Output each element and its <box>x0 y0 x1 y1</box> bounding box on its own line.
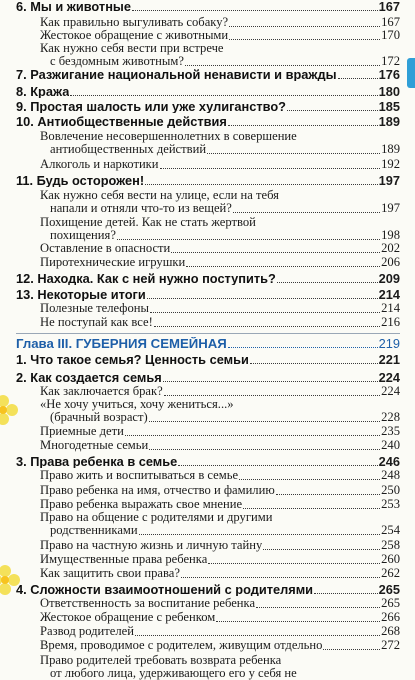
toc-page-number: 172 <box>381 54 400 68</box>
dot-leader <box>314 593 378 594</box>
dot-leader <box>125 435 380 436</box>
toc-page-number: 240 <box>381 438 400 452</box>
dot-leader <box>164 395 380 396</box>
toc-entry-title: Жестокое обращение с животными <box>40 29 229 42</box>
toc-subsection <box>16 425 400 438</box>
dot-leader <box>154 326 380 327</box>
toc-entry-title: 10. Антиобщественные действия <box>16 115 227 128</box>
toc-entry-title: Право родителей требовать возврата ребенка <box>40 654 282 667</box>
page-edge-tab <box>407 58 415 88</box>
dot-leader <box>208 563 380 564</box>
toc-entry-title: Жестокое обращение с ребенком <box>40 611 216 624</box>
toc-page-number: 250 <box>381 483 400 497</box>
dot-leader <box>178 465 377 466</box>
toc-subsection <box>16 639 400 652</box>
toc-subsection <box>16 216 400 229</box>
toc-entry-title: похищения? <box>50 229 116 242</box>
toc-page-number: 198 <box>381 228 400 242</box>
toc-entry-title: Пиротехнические игрушки <box>40 256 186 269</box>
dot-leader <box>185 65 380 66</box>
toc-subsection <box>16 498 400 511</box>
toc-page-number: 260 <box>381 552 400 566</box>
toc-page-number: 265 <box>381 596 400 610</box>
toc-entry-title: 7. Разжигание национальной ненависти и вражды <box>16 68 337 81</box>
toc-page-number: 224 <box>378 370 400 385</box>
toc-entry-title: Многодетные семьи <box>40 439 149 452</box>
toc-subsection <box>16 158 400 171</box>
toc-page-number: 197 <box>381 201 400 215</box>
toc-subsection <box>16 55 400 68</box>
toc-page-number: 167 <box>381 15 400 29</box>
toc-entry-title: Ответственность за воспитание ребенка <box>40 597 256 610</box>
toc-page-number: 185 <box>378 99 400 114</box>
dot-leader <box>160 168 381 169</box>
dot-leader <box>216 621 380 622</box>
toc-subsection <box>16 202 400 215</box>
dot-leader <box>276 494 380 495</box>
toc-entry-title: Время, проводимое с родителем, живущим отдельно <box>40 639 323 652</box>
dot-leader <box>277 282 378 283</box>
dot-leader <box>132 10 378 11</box>
toc-subsection <box>16 42 400 55</box>
toc-section <box>16 0 400 13</box>
toc-page-number: 265 <box>378 582 400 597</box>
toc-page-number: 167 <box>378 0 400 14</box>
toc-page-number: 248 <box>381 468 400 482</box>
toc-entry-title: Как заключается брак? <box>40 385 163 398</box>
dot-leader <box>135 635 380 636</box>
dot-leader <box>181 577 380 578</box>
toc-entry-title: 13. Некоторые итоги <box>16 288 146 301</box>
toc-page-number: 197 <box>378 173 400 188</box>
toc-entry-title: 6. Мы и животные <box>16 0 131 13</box>
toc-subsection <box>16 611 400 624</box>
dot-leader <box>243 508 380 509</box>
toc-subsection <box>16 411 400 424</box>
toc-subsection <box>16 242 400 255</box>
toc-page-number: 180 <box>378 84 400 99</box>
dot-leader <box>186 266 380 267</box>
dot-leader <box>228 125 378 126</box>
dot-leader <box>150 312 380 313</box>
dot-leader <box>207 153 380 154</box>
dot-leader <box>233 212 380 213</box>
toc-page-number: 216 <box>381 315 400 329</box>
toc-page-number: 189 <box>381 142 400 156</box>
toc-entry-title: Развод родителей <box>40 625 135 638</box>
flower-decoration-icon <box>0 565 20 595</box>
toc-entry-title: Алкоголь и наркотики <box>40 158 159 171</box>
toc-page-number: 189 <box>378 114 400 129</box>
toc-page-number: 206 <box>381 255 400 269</box>
dot-leader <box>139 534 380 535</box>
toc-entry-title: с бездомным животным? <box>50 55 184 68</box>
toc-section <box>16 455 400 468</box>
toc-entry-title: Глава III. ГУБЕРНИЯ СЕМЕЙНАЯ <box>16 337 227 350</box>
toc-page-number: 268 <box>381 624 400 638</box>
toc-entry-title: 4. Сложности взаимоотношений с родителями <box>16 583 314 596</box>
toc-subsection <box>16 567 400 580</box>
toc-section <box>16 115 400 128</box>
toc-page-number: 176 <box>378 67 400 82</box>
toc-entry-title: Похищение детей. Как не стать жертвой <box>40 216 256 229</box>
toc-entry-title: 9. Простая шалость или уже хулиганство? <box>16 100 286 113</box>
toc-page-number: 192 <box>381 157 400 171</box>
toc-section <box>16 353 400 366</box>
chapter-divider-line <box>16 333 400 334</box>
toc-page-number: 254 <box>381 523 400 537</box>
toc-subsection <box>16 667 400 680</box>
dot-leader <box>239 479 380 480</box>
toc-subsection <box>16 539 400 552</box>
toc-page-number: 246 <box>378 454 400 469</box>
toc-entry-title: антиобщественных действий <box>50 143 207 156</box>
toc-subsection <box>16 189 400 202</box>
toc-page-number: 170 <box>381 28 400 42</box>
toc-section <box>16 100 400 113</box>
toc-entry-title: Как нужно себя вести на улице, если на тебя <box>40 189 279 202</box>
toc-entry-title: 1. Что такое семья? Ценность семьи <box>16 353 249 366</box>
toc-section <box>16 272 400 285</box>
toc-subsection <box>16 511 400 524</box>
toc-subsection <box>16 29 400 42</box>
toc-page-number: 224 <box>381 384 400 398</box>
toc-subsection <box>16 625 400 638</box>
toc-entry-title: Право ребенка выражать свое мнение <box>40 498 243 511</box>
dot-leader <box>163 381 378 382</box>
toc-subsection <box>16 316 400 329</box>
dot-leader <box>149 449 380 450</box>
toc-entry-title: Не поступай как все! <box>40 316 153 329</box>
toc-section <box>16 288 400 301</box>
toc-subsection <box>16 229 400 242</box>
toc-page-number: 209 <box>378 271 400 286</box>
toc-section <box>16 68 400 81</box>
toc-page-number: 258 <box>381 538 400 552</box>
chapter-heading <box>16 337 400 350</box>
toc-section <box>16 371 400 384</box>
toc-entry-title: Вовлечение несовершеннолетних в совершение <box>40 130 297 143</box>
toc-page-number: 221 <box>378 352 400 367</box>
toc-page-number: 253 <box>381 497 400 511</box>
dot-leader <box>263 549 380 550</box>
toc-entry-title: Право на общение с родителями и другими <box>40 511 273 524</box>
toc-page-number: 219 <box>378 336 400 351</box>
toc-subsection <box>16 524 400 537</box>
toc-page-number: 266 <box>381 610 400 624</box>
toc-entry-title: 12. Находка. Как с ней нужно поступить? <box>16 272 276 285</box>
toc-entry-title: Полезные телефоны <box>40 302 149 315</box>
toc-entry-title: 11. Будь осторожен! <box>16 174 145 187</box>
toc-page-number: 202 <box>381 241 400 255</box>
toc-entry-title: 3. Права ребенка в семье <box>16 455 178 468</box>
toc-entry-title: Приемные дети <box>40 425 124 438</box>
toc-entry-title: Оставление в опасности <box>40 242 171 255</box>
toc-subsection <box>16 553 400 566</box>
dot-leader <box>70 95 377 96</box>
dot-leader <box>229 39 380 40</box>
dot-leader <box>117 239 380 240</box>
toc-section <box>16 583 400 596</box>
toc-entry-title: Право жить и воспитываться в семье <box>40 469 239 482</box>
dot-leader <box>338 78 378 79</box>
dot-leader <box>287 110 378 111</box>
dot-leader <box>147 298 378 299</box>
dot-leader <box>256 607 380 608</box>
toc-entry-title: 2. Как создается семья <box>16 371 162 384</box>
toc-section <box>16 174 400 187</box>
toc-entry-title: «Не хочу учиться, хочу жениться...» <box>40 398 234 411</box>
toc-entry-title: Как нужно себя вести при встрече <box>40 42 224 55</box>
dot-leader <box>149 421 380 422</box>
dot-leader <box>323 649 380 650</box>
flower-decoration-icon <box>0 395 18 425</box>
toc-page-number: 235 <box>381 424 400 438</box>
toc-entry-title: родственниками <box>50 524 138 537</box>
toc-subsection <box>16 143 400 156</box>
toc-subsection <box>16 256 400 269</box>
dot-leader <box>145 184 377 185</box>
toc-subsection <box>16 597 400 610</box>
toc-section <box>16 85 400 98</box>
toc-entry-title: напали и отняли что-то из вещей? <box>50 202 232 215</box>
toc-page-number: 272 <box>381 638 400 652</box>
toc-subsection <box>16 484 400 497</box>
toc-page-number: 262 <box>381 566 400 580</box>
toc-page-number: 214 <box>381 301 400 315</box>
dot-leader <box>229 26 380 27</box>
toc-page-number: 228 <box>381 410 400 424</box>
toc-subsection <box>16 130 400 143</box>
dot-leader <box>171 252 380 253</box>
toc-subsection <box>16 385 400 398</box>
toc-entry-title: (брачный возраст) <box>50 411 148 424</box>
toc-entry-title: Право ребенка на имя, отчество и фамилию <box>40 484 275 497</box>
toc-subsection <box>16 302 400 315</box>
toc-subsection <box>16 469 400 482</box>
toc-entry-title: Как защитить свои права? <box>40 567 180 580</box>
toc-subsection <box>16 654 400 667</box>
toc-entry-title: Как правильно выгуливать собаку? <box>40 16 229 29</box>
toc-entry-title: от любого лица, удерживающего его у себя не <box>50 667 297 680</box>
toc-subsection <box>16 398 400 411</box>
toc-entry-title: Имущественные права ребенка <box>40 553 208 566</box>
toc-subsection <box>16 439 400 452</box>
dot-leader <box>228 347 378 348</box>
toc-subsection <box>16 16 400 29</box>
toc-entry-title: Право на частную жизнь и личную тайну <box>40 539 263 552</box>
toc-entry-title: 8. Кража <box>16 85 70 98</box>
dot-leader <box>250 363 378 364</box>
toc-page-number: 214 <box>378 287 400 302</box>
